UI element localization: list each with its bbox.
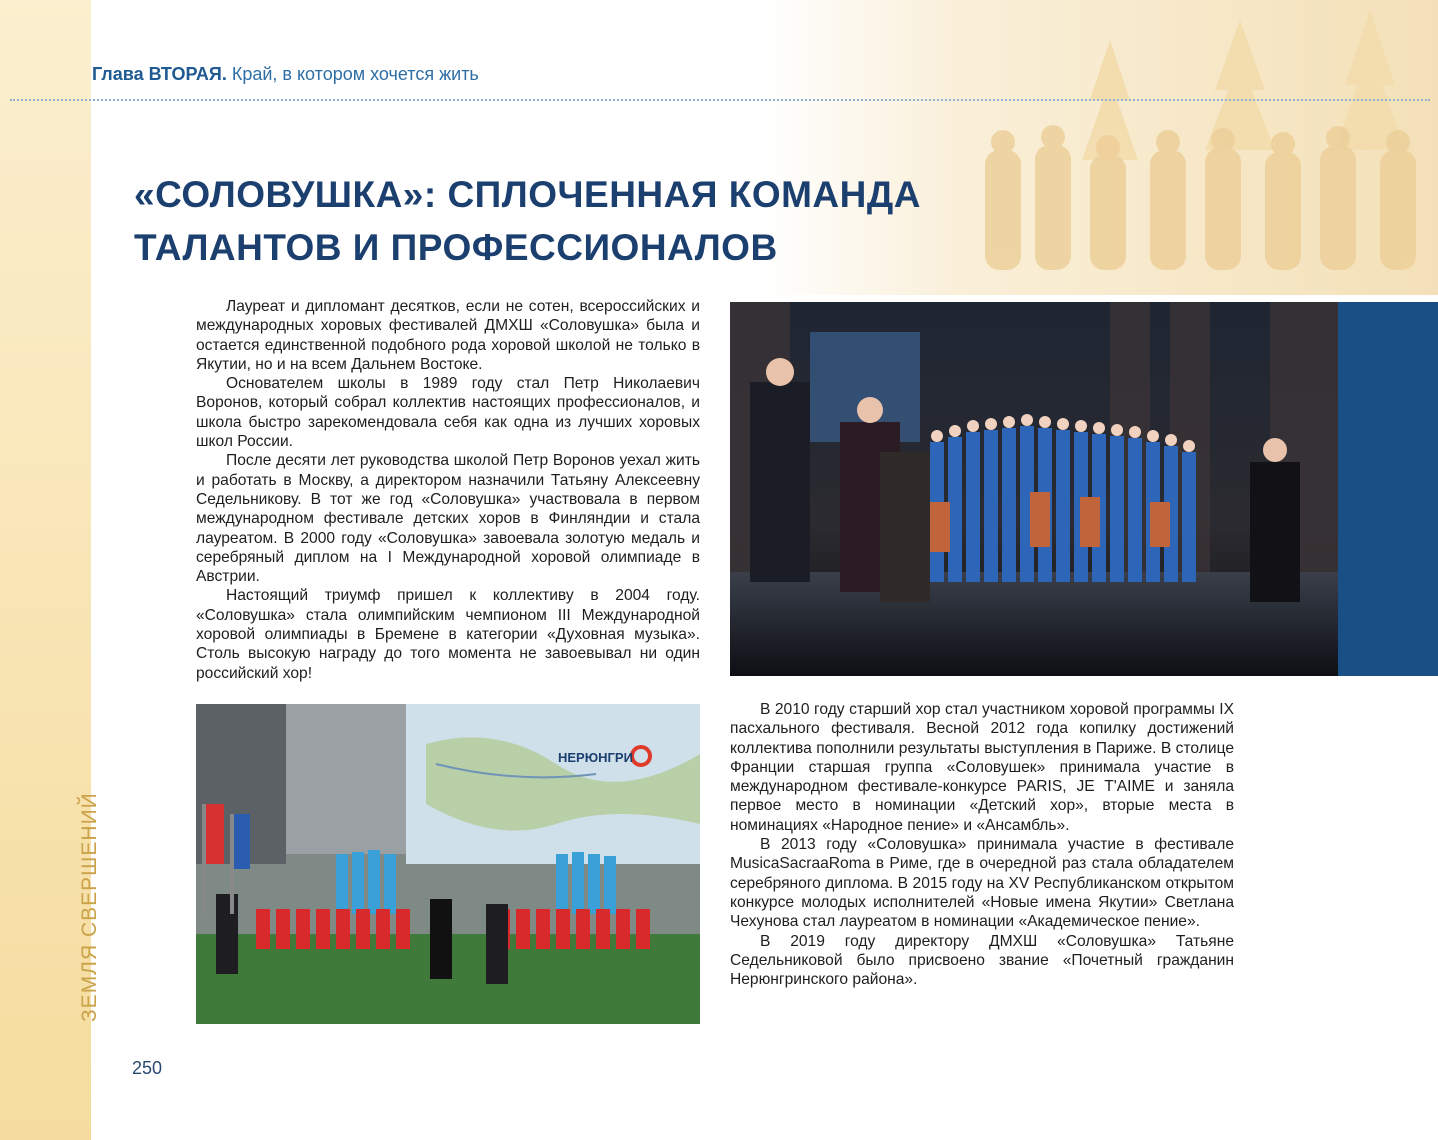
accent-bar bbox=[1338, 302, 1438, 676]
paragraph: В 2010 году старший хор стал участником хоровой программы IX пасхального фестиваля. Весной 2012 года копилку достижений коллектива пополнили результаты выступления в Париже. В столице Франции старшая группа «Соловушек» принимала участие в международном фестивале-конкурсе PARIS, JE T'AIME и заняла первое место в номинации «Детский хор», вторые места в номинациях «Народное пение» и «Ансамбль». bbox=[730, 701, 1234, 834]
stadium-choir-photo bbox=[196, 704, 700, 1024]
paragraph: После десяти лет руководства школой Петр Воронов уехал жить и работать в Москву, а директором назначили Татьяну Алексеевну Седельникову. В тот же год «Соловушка» участвовала в первом международном фестивале детских хоров в Финляндии и стала лауреатом. В 2000 году «Соловушка» завоевала золотую медаль и серебряный диплом на I Международной хоровой олимпиаде в Австрии. bbox=[196, 452, 700, 586]
title-line-1: «СОЛОВУШКА»: СПЛОЧЕННАЯ КОМАНДА bbox=[134, 174, 921, 215]
paragraph: Основателем школы в 1989 году стал Петр Николаевич Воронов, который собрал коллектив настоящих профессионалов, и школа быстро зарекомендовала себя как одна из лучших хоровых школ России. bbox=[196, 375, 700, 451]
page-number: 250 bbox=[132, 1058, 163, 1078]
title-line-2: ТАЛАНТОВ И ПРОФЕССИОНАЛОВ bbox=[134, 227, 778, 268]
article-title bbox=[134, 168, 994, 274]
paragraph: Настоящий триумф пришел к коллективу в 2004 году. «Соловушка» стала олимпийским чемпионом III Международной хоровой олимпиады в Бремене в категории «Духовная музыка». Столь высокую награду до того момента не завоевывал ни один российский хор! bbox=[196, 587, 700, 682]
map-city-label: НЕРЮНГРИ bbox=[558, 750, 633, 765]
right-column-text bbox=[730, 700, 1234, 989]
sidebar-label: ЗЕМЛЯ СВЕРШЕНИЙ bbox=[78, 792, 101, 1022]
stadium-photo-illustration bbox=[196, 704, 700, 1024]
dotted-divider bbox=[10, 99, 1430, 101]
chapter-subtitle: Край, в котором хочется жить bbox=[226, 64, 479, 84]
left-column-text bbox=[196, 297, 700, 683]
paragraph: Лауреат и дипломант десятков, если не сотен, всероссийских и международных хоровых фестивалей ДМХШ «Соловушка» была и остается единственной подобного рода хоровой школой не только в Якутии, но и на всем Дальнем Востоке. bbox=[196, 298, 700, 373]
stage-photo-illustration bbox=[730, 302, 1338, 676]
chapter-bold: Глава ВТОРАЯ. bbox=[92, 64, 227, 84]
paragraph: В 2013 году «Соловушка» принимала участие в фестивале MusicaSacraaRoma в Риме, где в очередной раз стала обладателем серебряного диплома. В 2015 году на XV Республиканском открытом конкурсе молодых исполнителей «Новые имена Якутии» Светлана Чехунова стал лауреатом в номинации «Академическое пение». bbox=[730, 836, 1234, 931]
paragraph: В 2019 году директору ДМХШ «Соловушка» Татьяне Седельниковой было присвоено звание «Почетный гражданин Нерюнгринского района». bbox=[730, 932, 1234, 989]
chapter-heading bbox=[92, 64, 479, 85]
stage-choir-photo bbox=[730, 302, 1338, 676]
